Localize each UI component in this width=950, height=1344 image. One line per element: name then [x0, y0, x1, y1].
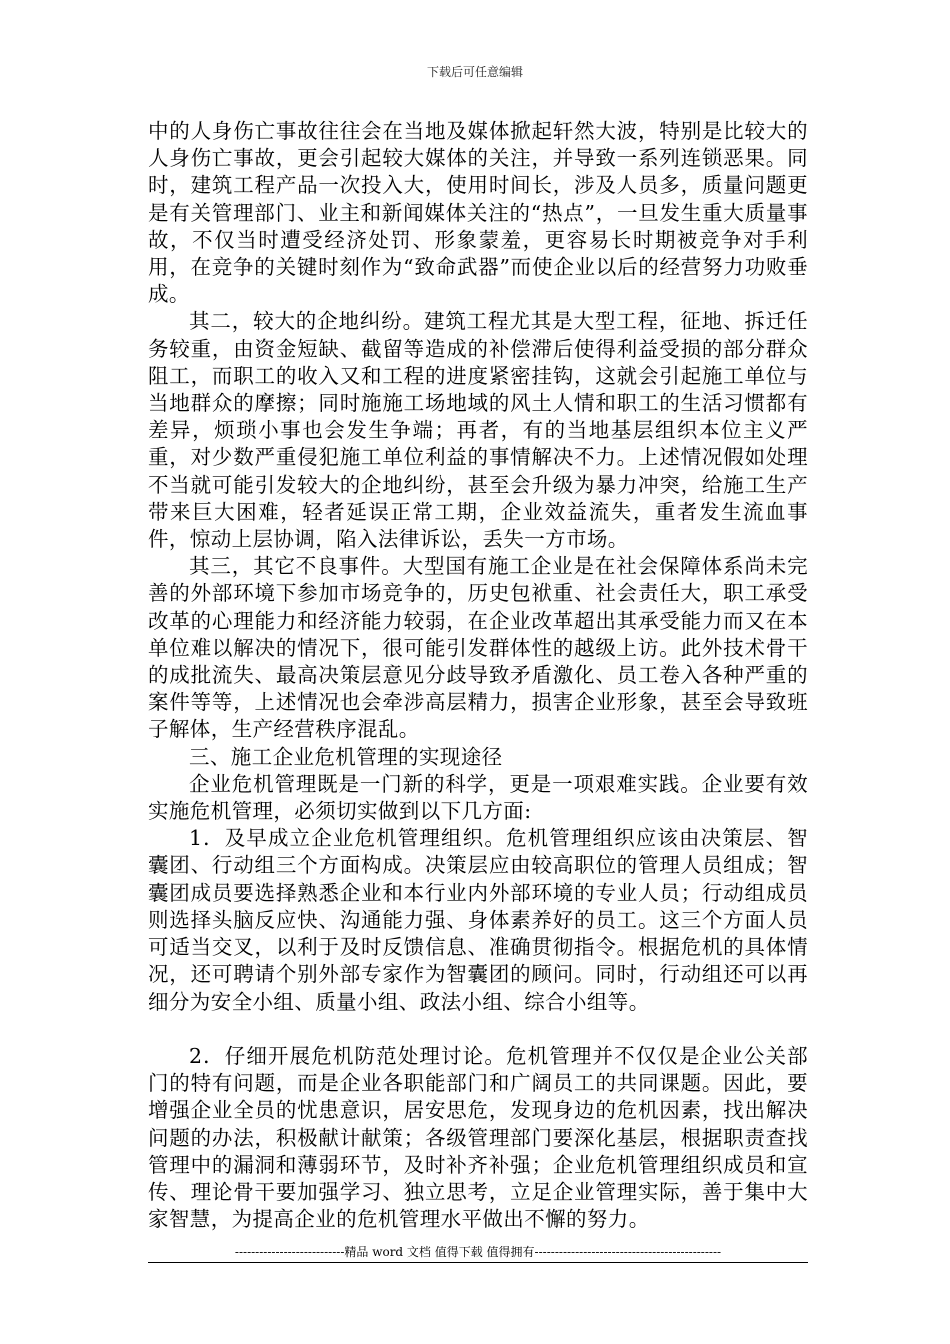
- page-header: 下载后可任意编辑: [426, 65, 523, 79]
- blank-line: [148, 1016, 808, 1043]
- section-heading: 三、施工企业危机管理的实现途径: [189, 744, 503, 769]
- footer-text: ---------------------------精品 word 文档 值得下载 值得拥有----------------------------------------------: [234, 1245, 722, 1259]
- paragraph-other-incidents: 其三，其它不良事件。大型国有施工企业是在社会保障体系尚未完善的外部环境下参加市场竞争的，历史包袱重、社会责任大，职工承受改革的心理能力和经济能力较弱，在企业改革超出其承受能力而又在本单位难以解决的情况下，很可能引发群体性的越级上访。此外技术骨干的成批流失、最高决策层意见分歧导致矛盾激化、员工卷入各种严重的案件等等，上述情况也会牵涉高层精力，损害企业形象，甚至会导致班子解体，生产经营秩序混乱。: [148, 554, 808, 742]
- document-body: [148, 118, 808, 1233]
- footer-rule: [148, 1262, 808, 1263]
- paragraph-casualty-impact: 中的人身伤亡事故往往会在当地及媒体掀起轩然大波，特别是比较大的人身伤亡事故，更会引起较大媒体的关注，并导致一系列连锁恶果。同时，建筑工程产品一次投入大，使用时间长，涉及人员多，质量问题更是有关管理部门、业主和新闻媒体关注的“热点”，一旦发生重大质量事故，不仅当时遭受经济处罚、形象蒙羞，更容易长时期被竞争对手利用，在竞争的关键时刻作为“致命武器”而使企业以后的经营努力功败垂成。: [148, 119, 808, 307]
- paragraph-item-1: 1．及早成立企业危机管理组织。危机管理组织应该由决策层、智囊团、行动组三个方面构成。决策层应由较高职位的管理人员组成；智囊团成员要选择熟悉企业和本行业内外部环境的专业人员；行动组成员则选择头脑反应快、沟通能力强、身体素养好的员工。这三个方面人员可适当交叉，以利于及时反馈信息、准确贯彻指令。根据危机的具体情况，还可聘请个别外部专家作为智囊团的顾问。同时，行动组还可以再细分为安全小组、质量小组、政法小组、综合小组等。: [148, 826, 808, 1014]
- paragraph-land-dispute: 其二，较大的企地纠纷。建筑工程尤其是大型工程，征地、拆迁任务较重，由资金短缺、截留等造成的补偿滞后使得利益受损的部分群众阻工，而职工的收入又和工程的进度紧密挂钩，这就会引起施工单位与当地群众的摩擦；同时施施工场地域的风土人情和职工的生活习惯都有差异，烦琐小事也会发生争端；再者，有的当地基层组织本位主义严重，对少数严重侵犯施工单位利益的事情解决不力。上述情况假如处理不当就可能引发较大的企地纠纷，甚至会升级为暴力冲突，给施工生产带来巨大困难，轻者延误正常工期，企业效益流失，重者发生流血事件，惊动上层协调，陷入法律诉讼，丢失一方市场。: [148, 309, 808, 552]
- paragraph-item-2: 2．仔细开展危机防范处理讨论。危机管理并不仅仅是企业公关部门的特有问题，而是企业各职能部门和广阔员工的共同课题。因此，要增强企业全员的忧患意识，居安思危，发现身边的危机因素，找出解决问题的办法，积极献计献策；各级管理部门要深化基层，根据职责查找管理中的漏洞和薄弱环节，及时补齐补强；企业危机管理组织成员和宣传、理论骨干要加强学习、独立思考，立足企业管理实际，善于集中大家智慧，为提高企业的危机管理水平做出不懈的努力。: [148, 1043, 808, 1232]
- paragraph-intro: 企业危机管理既是一门新的科学，更是一项艰难实践。企业要有效实施危机管理，必须切实做到以下几方面:: [148, 771, 808, 824]
- page-footer: [148, 1244, 808, 1264]
